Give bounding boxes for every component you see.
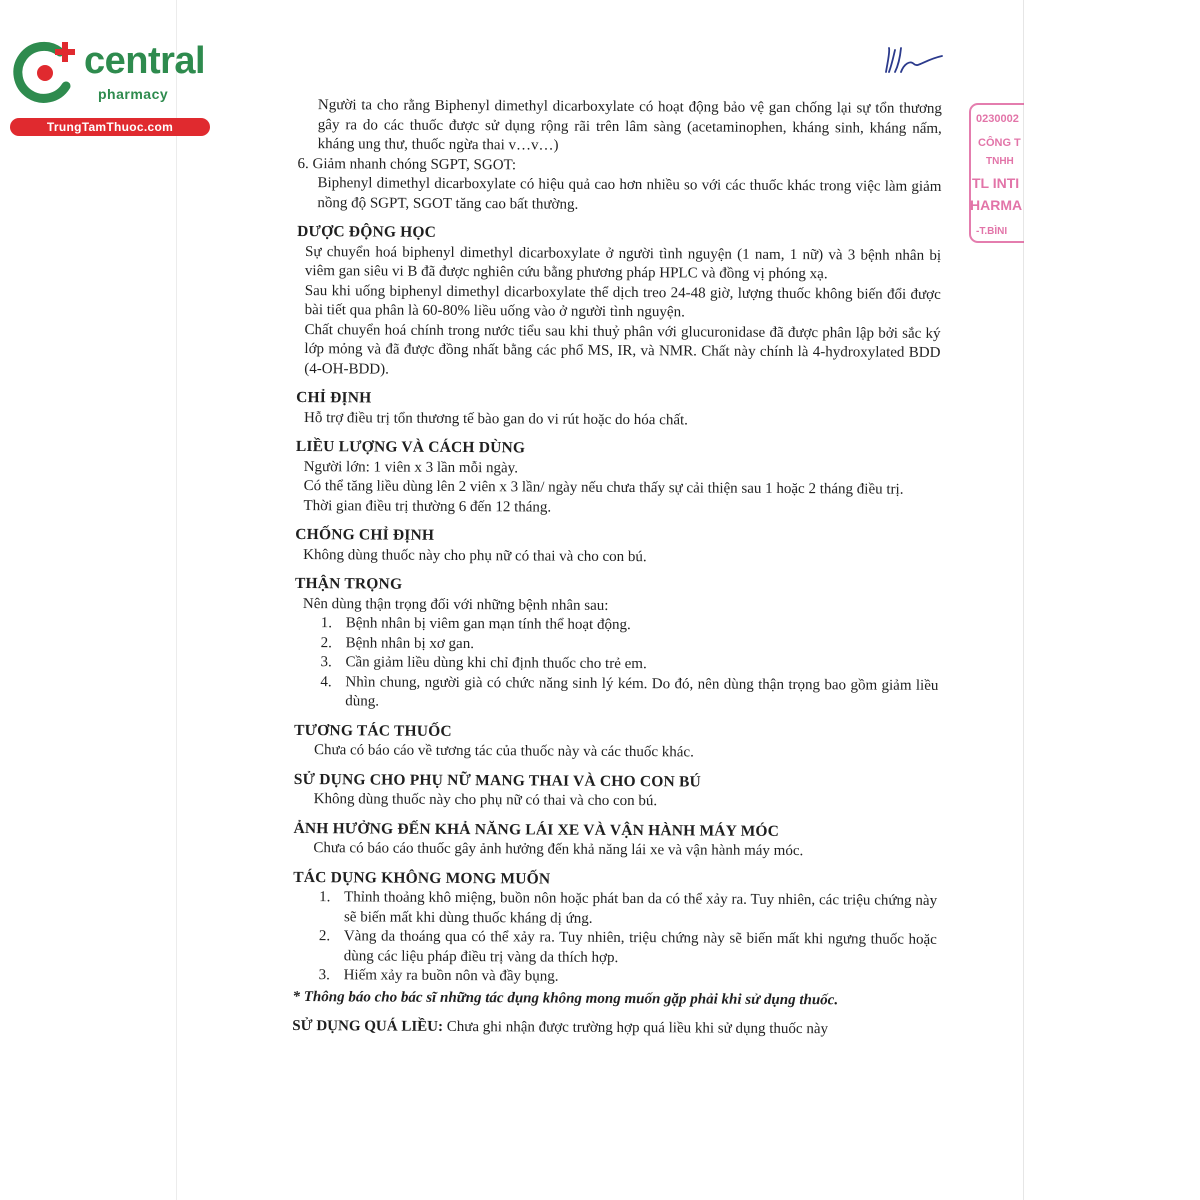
- logo-subtitle: pharmacy: [98, 86, 169, 102]
- adverse-effects-note: * Thông báo cho bác sĩ những tác dụng không mong muốn gặp phải khi sử dụng thuốc.: [292, 988, 839, 1008]
- intro-paragraph: Người ta cho rằng Biphenyl dimethyl dicarboxylate có hoạt động bảo vệ gan chống lại sự tổn thương gây ra do các thuốc được sử dụng rộng rãi trên lâm sàng (acetaminophen, kháng sinh, kháng nấm, kháng ung thư, thuốc ngừa thai v…v…): [317, 97, 942, 154]
- overdose-text: Chưa ghi nhận được trường hợp quá liều khi sử dụng thuốc này: [442, 1018, 829, 1038]
- dosage-line-1: Người lớn: 1 viên x 3 lần mỗi ngày.: [303, 458, 519, 476]
- list-item: 3. Hiếm xảy ra buồn nôn và đầy bụng.: [318, 967, 559, 985]
- leaflet-content: [292, 96, 942, 1040]
- svg-text:TL INTI: TL INTI: [972, 175, 1020, 191]
- pk-paragraph-2: Sau khi uống biphenyl dimethyl dicarboxylate thể dịch treo 24-48 giờ, lượng thuốc không biến đổi được bài tiết qua phân là 60-80% liều uống vào ở người tình nguyện.: [304, 282, 941, 321]
- svg-text:HARMA: HARMA: [970, 197, 1023, 213]
- driving-heading: ẢNH HƯỞNG ĐẾN KHẢ NĂNG LÁI XE VÀ VẬN HÀNH MÁY MÓC: [293, 819, 780, 840]
- pharmacokinetics-heading: DƯỢC ĐỘNG HỌC: [297, 222, 437, 241]
- pk-paragraph-3: Chất chuyển hoá chính trong nước tiểu sau khi thuỷ phân với glucuronidase đã được phân lập bởi sắc ký lớp mỏng và đã được đồng nhất bằng các phổ MS, IR, và NMR. Chất này chính là 4-hydroxylated BDD (4-OH-BDD).: [304, 321, 941, 378]
- item6-body: Biphenyl dimethyl dicarboxylate có hiệu quả cao hơn nhiều so với các thuốc khác trong việc làm giảm nồng độ SGPT, SGOT tăng cao bất thường.: [317, 175, 942, 213]
- dosage-line-2: Có thể tăng liều dùng lên 2 viên x 3 lần/ ngày nếu chưa thấy sự cải thiện sau 1 hoặc 2 tháng điều trị.: [303, 478, 904, 498]
- list-item: 3. Cần giảm liều dùng khi chỉ định thuốc cho trẻ em.: [320, 654, 647, 673]
- list-item: 2. Vàng da thoáng qua có thể xảy ra. Tuy nhiên, triệu chứng này sẽ biến mất khi ngưng thuốc hoặc dùng các liệu pháp điều trị vàng da thích hợp.: [318, 928, 937, 966]
- svg-text:-T.BÌNI: -T.BÌNI: [976, 226, 1008, 237]
- list-item: 1. Bệnh nhân bị viêm gan mạn tính thể hoạt động.: [320, 615, 631, 634]
- svg-text:0230002: 0230002: [976, 113, 1019, 125]
- interactions-text: Chưa có báo cáo về tương tác của thuốc này và các thuốc khác.: [313, 742, 694, 761]
- contraindications-heading: CHỐNG CHỈ ĐỊNH: [295, 525, 435, 544]
- list-item: 2. Bệnh nhân bị xơ gan.: [320, 634, 475, 652]
- dosage-heading: LIỀU LƯỢNG VÀ CÁCH DÙNG: [295, 437, 526, 457]
- precautions-heading: THẬN TRỌNG: [294, 574, 403, 593]
- item6-title: 6. Giảm nhanh chóng SGPT, SGOT:: [297, 155, 517, 173]
- svg-text:TNHH: TNHH: [986, 156, 1014, 167]
- pregnancy-text: Không dùng thuốc này cho phụ nữ có thai và cho con bú.: [313, 791, 658, 810]
- logo-website-banner: TrungTamThuoc.com: [10, 118, 210, 136]
- contraindications-text: Không dùng thuốc này cho phụ nữ có thai và cho con bú.: [303, 546, 647, 565]
- company-stamp: [966, 100, 1024, 246]
- pk-paragraph-1: Sự chuyển hoá biphenyl dimethyl dicarboxylate ở người tình nguyện (1 nam, 1 nữ) và 3 bệnh nhân bị viêm gan siêu vi B đã được nghiên cứu bằng phương pháp HPLC và đồng vị phóng xạ.: [304, 243, 942, 283]
- driving-text: Chưa có báo cáo thuốc gây ảnh hưởng đến khả năng lái xe và vận hành máy móc.: [313, 840, 804, 860]
- svg-text:CÔNG T: CÔNG T: [978, 137, 1021, 149]
- page-margin: [0, 0, 176, 1200]
- dosage-line-3: Thời gian điều trị thường 6 đến 12 tháng.: [303, 497, 552, 516]
- indications-text: Hỗ trợ điều trị tổn thương tế bào gan do vi rút hoặc do hóa chất.: [303, 409, 688, 428]
- handwritten-signature: [880, 42, 950, 82]
- overdose-label: SỬ DỤNG QUÁ LIỀU:: [292, 1017, 444, 1035]
- indications-heading: CHỈ ĐỊNH: [296, 388, 372, 407]
- interactions-heading: TƯƠNG TÁC THUỐC: [294, 721, 452, 740]
- logo-wordmark: central: [84, 40, 206, 82]
- list-item: 1. Thỉnh thoảng khô miệng, buồn nôn hoặc phát ban da có thể xảy ra. Tuy nhiên, các triệu chứng này sẽ biến mất khi dùng thuốc kháng dị ứng.: [319, 889, 938, 927]
- pharmacy-cross-icon: [10, 38, 80, 108]
- list-item: 4. Nhìn chung, người già có chức năng sinh lý kém. Do đó, nên dùng thận trọng bao gồm giảm liều dùng.: [320, 673, 939, 710]
- pregnancy-heading: SỬ DỤNG CHO PHỤ NỮ MANG THAI VÀ CHO CON BÚ: [293, 770, 701, 790]
- precautions-intro: Nên dùng thận trọng đối với những bệnh nhân sau:: [302, 595, 609, 614]
- adverse-effects-heading: TÁC DỤNG KHÔNG MONG MUỐN: [293, 868, 551, 888]
- overdose-section: [292, 1017, 936, 1040]
- central-pharmacy-logo[interactable]: [10, 36, 220, 136]
